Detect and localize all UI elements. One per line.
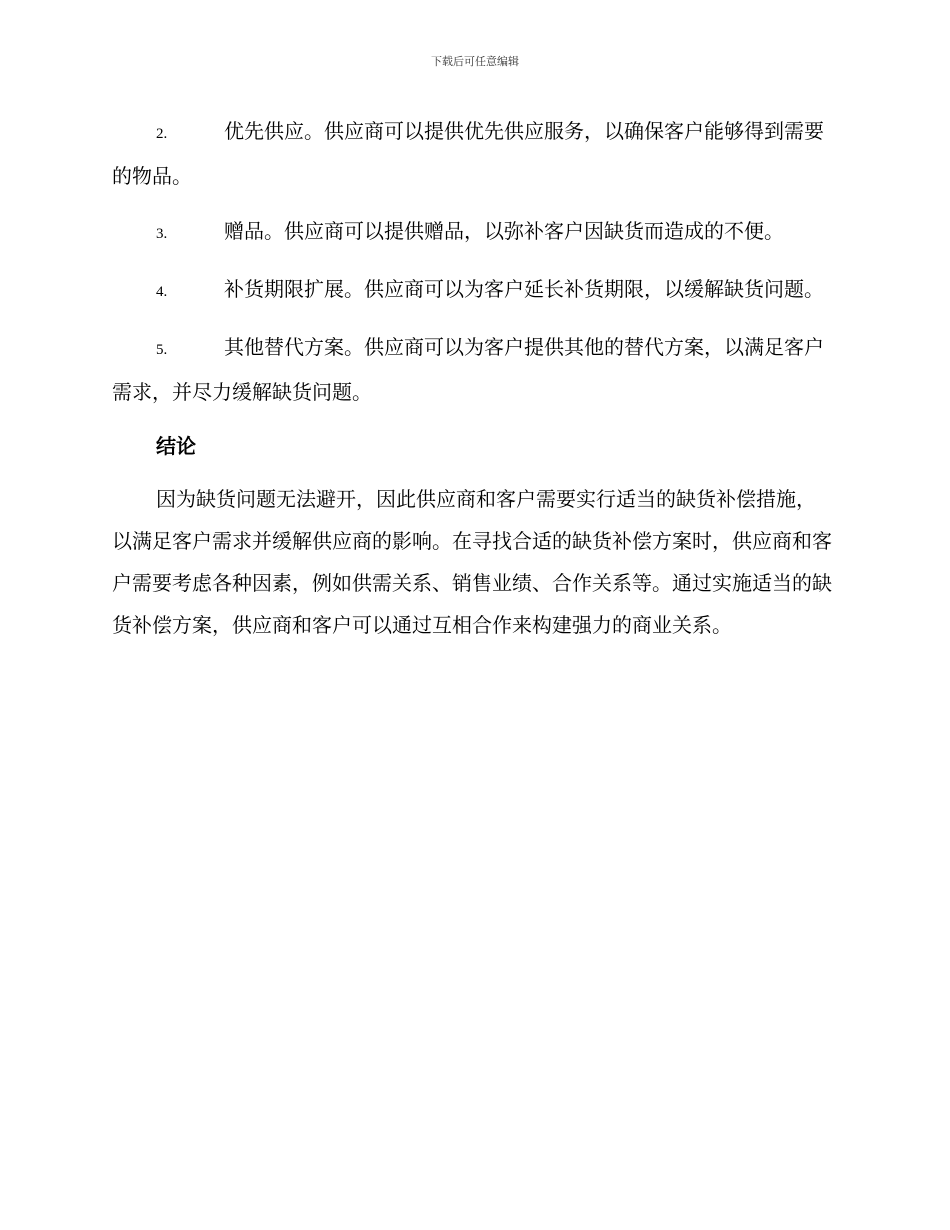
document-body <box>112 110 834 646</box>
list-item-number: 3. <box>156 226 168 242</box>
list-item-number: 4. <box>156 284 168 300</box>
list-item-number: 5. <box>156 342 168 358</box>
conclusion-paragraph: 因为缺货问题无法避开，因此供应商和客户需要实行适当的缺货补偿措施，以满足客户需求并缓解供应商的影响。在寻找合适的缺货补偿方案时，供应商和客户需要考虑各种因素，例如供需关系、销售业绩、合作关系等。通过实施适当的缺货补偿方案，供应商和客户可以通过互相合作来构建强力的商业关系。 <box>112 487 832 637</box>
list-item-text: 其他替代方案。供应商可以为客户提供其他的替代方案，以满足客户需求，并尽力缓解缺货问题。 <box>112 335 824 404</box>
list-item <box>112 326 834 413</box>
page-header: 下载后可任意编辑 <box>431 55 519 68</box>
list-item-number: 2. <box>156 126 168 142</box>
section-heading: 结论 <box>156 434 196 458</box>
list-item-text: 补货期限扩展。供应商可以为客户延长补货期限，以缓解缺货问题。 <box>224 277 824 301</box>
list-item <box>112 268 834 313</box>
list-item <box>112 110 834 197</box>
list-item <box>112 210 834 255</box>
list-item-text: 赠品。供应商可以提供赠品，以弥补客户因缺货而造成的不便。 <box>224 219 784 243</box>
list-item-text: 优先供应。供应商可以提供优先供应服务，以确保客户能够得到需要的物品。 <box>112 119 824 188</box>
